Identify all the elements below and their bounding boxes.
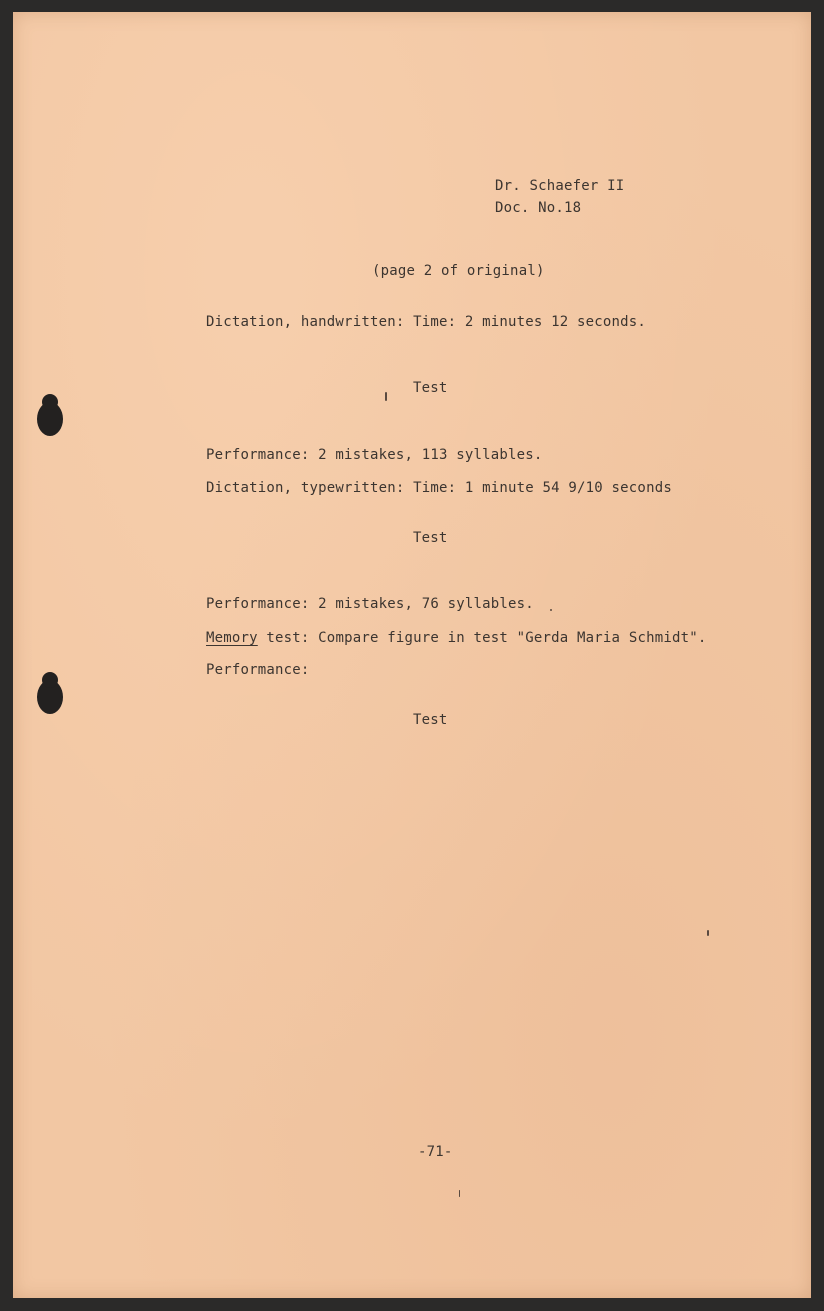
memory-test-line <box>206 630 706 646</box>
binder-hole-top <box>37 402 63 436</box>
performance-line-1: Performance: 2 mistakes, 113 syllables. <box>206 447 543 463</box>
ink-speck <box>707 930 709 936</box>
ink-speck <box>550 609 552 611</box>
dictation-handwritten-line: Dictation, handwritten: Time: 2 minutes 12 seconds. <box>206 314 647 330</box>
dictation-typewritten-line: Dictation, typewritten: Time: 1 minute 54 9/10 seconds <box>206 480 672 496</box>
memory-label: Memory <box>206 630 258 646</box>
page-number: -71- <box>418 1144 453 1160</box>
document-page <box>13 12 811 1298</box>
test-heading-1: Test <box>413 380 448 396</box>
ink-speck <box>385 392 387 401</box>
ink-speck <box>459 1190 460 1197</box>
memory-test-text: test: Compare figure in test "Gerda Maria Schmidt". <box>257 630 707 646</box>
doc-number-line: Doc. No.18 <box>495 200 582 216</box>
binder-hole-bottom <box>37 680 63 714</box>
test-heading-3: Test <box>413 712 448 728</box>
performance-line-3: Performance: <box>206 662 310 678</box>
performance-line-2: Performance: 2 mistakes, 76 syllables. <box>206 596 534 612</box>
doc-author-line: Dr. Schaefer II <box>495 178 625 194</box>
test-heading-2: Test <box>413 530 448 546</box>
page-subtitle: (page 2 of original) <box>372 263 545 279</box>
